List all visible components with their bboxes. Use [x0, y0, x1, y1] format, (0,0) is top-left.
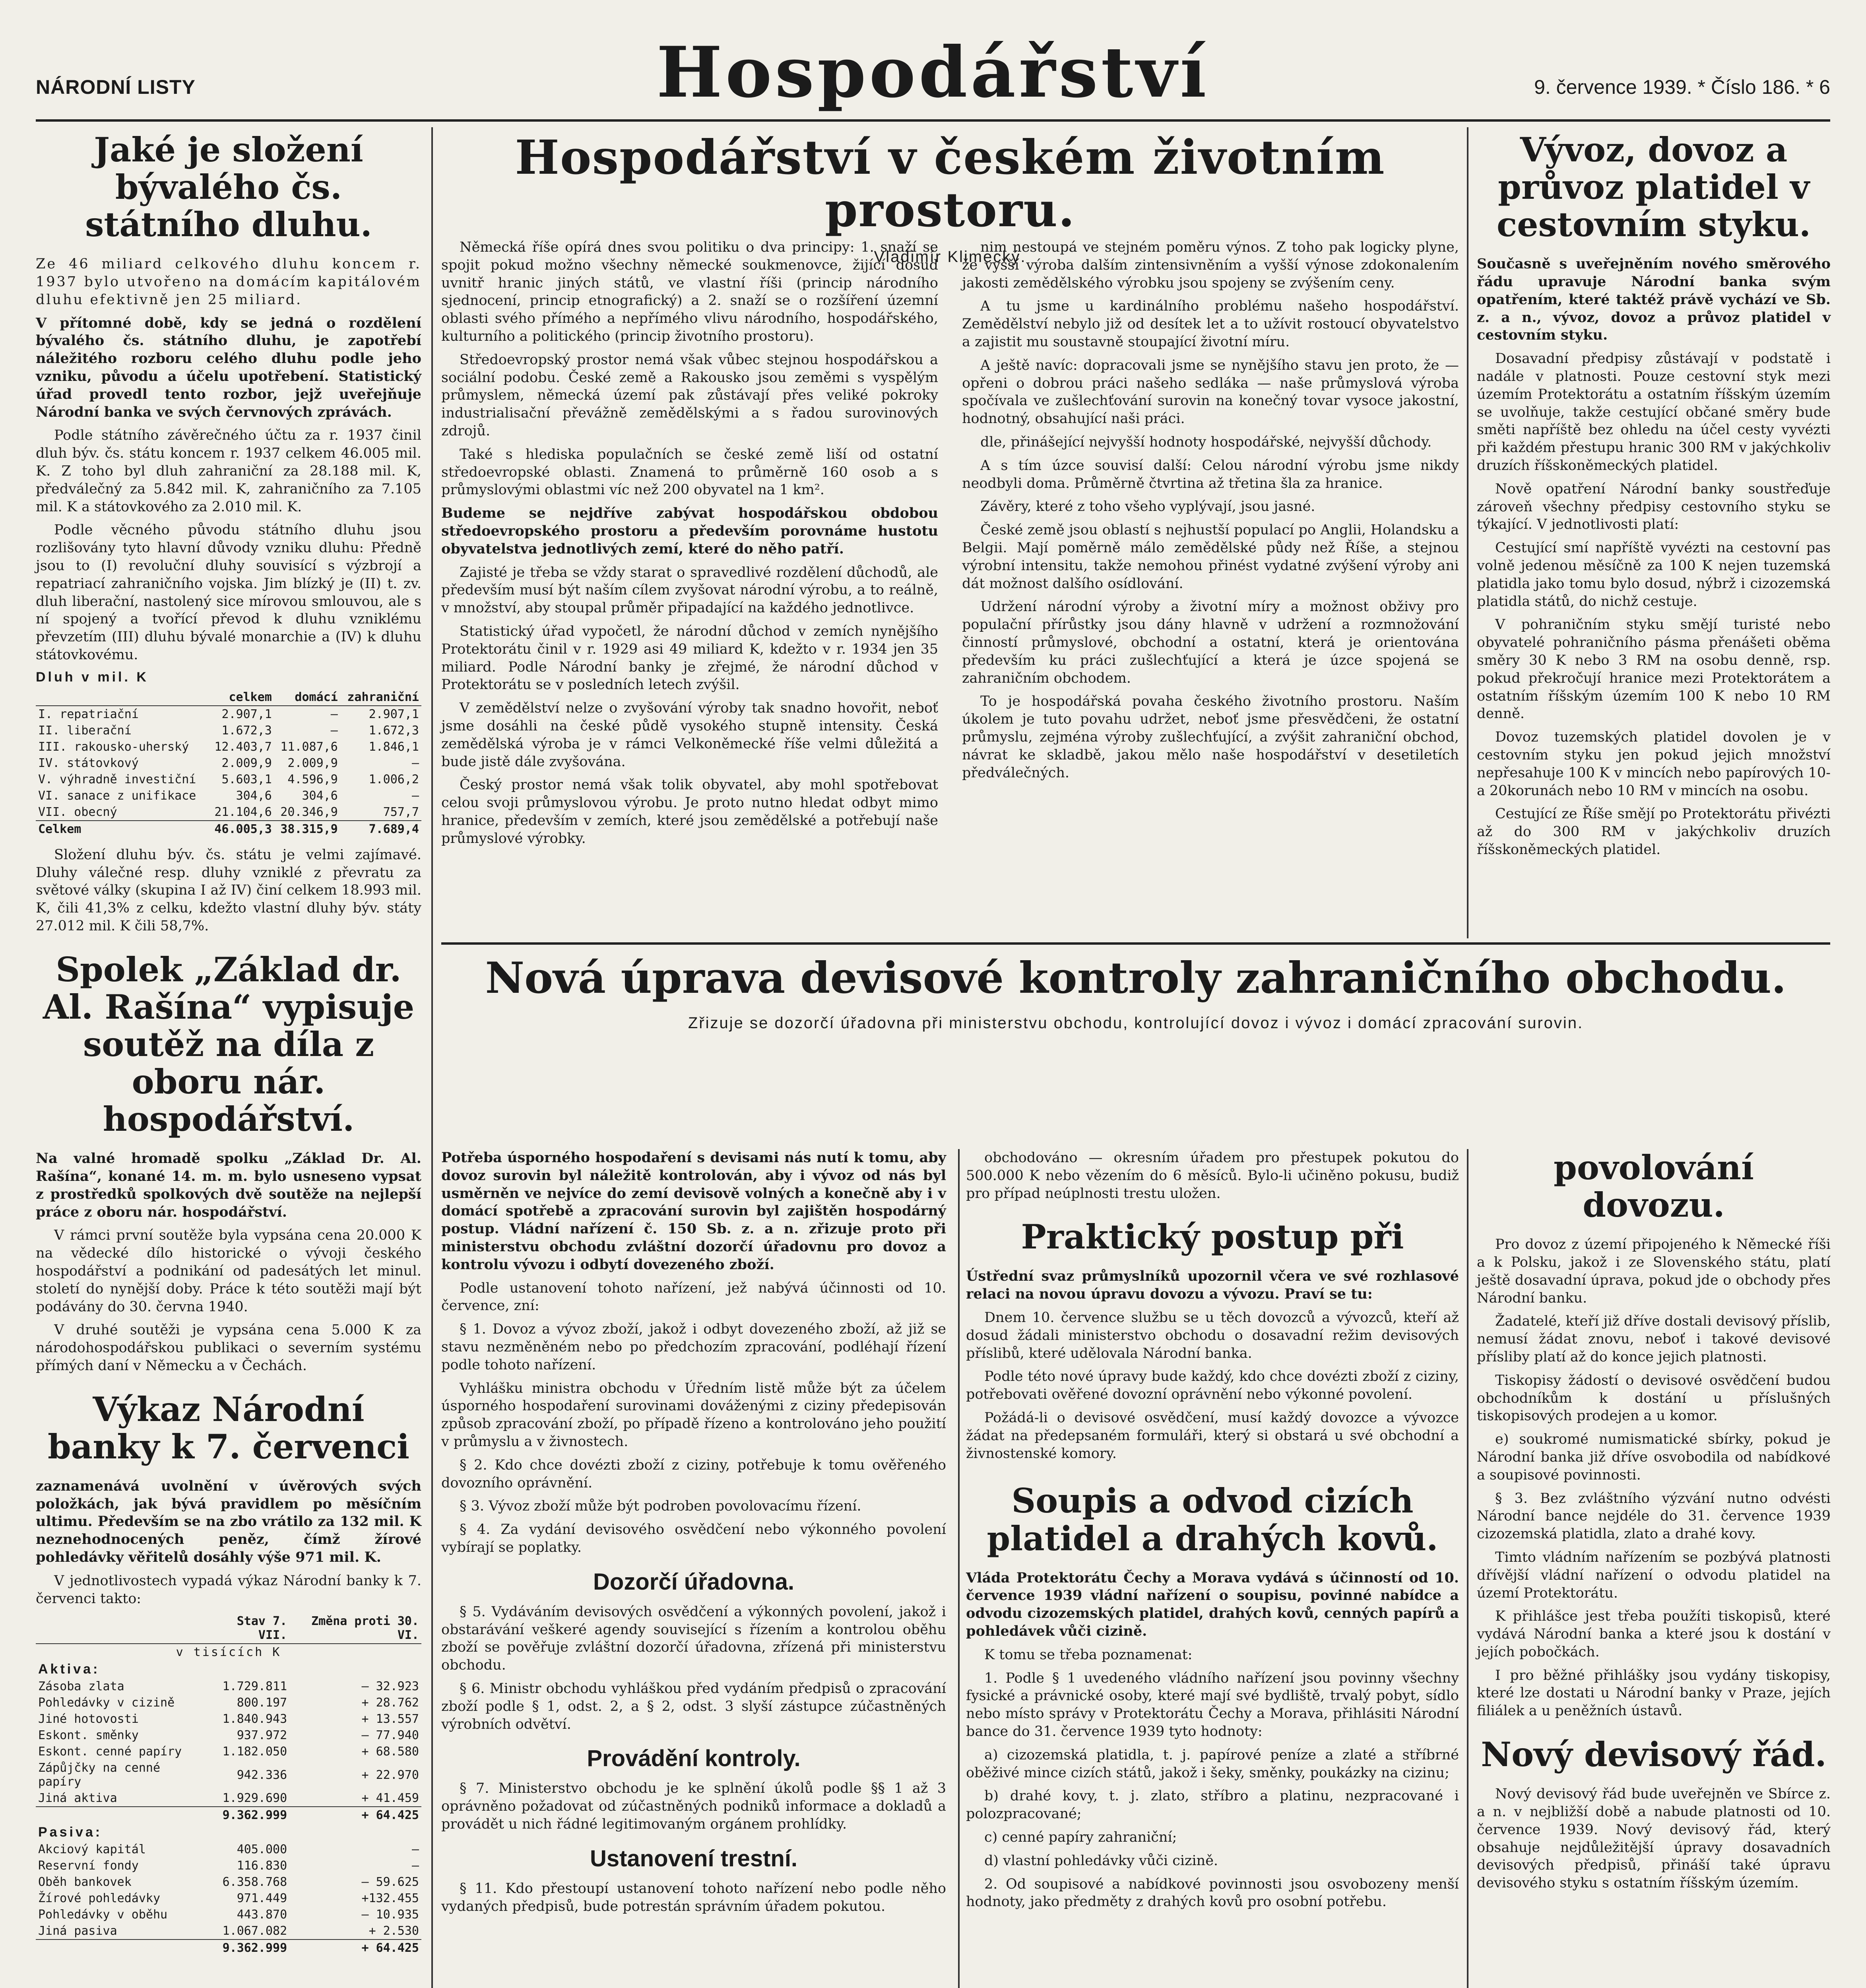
paragraph: Podle věcného původu státního dluhu jsou rozlišovány tyto hlavní důvody vzniku dluhu: Předně jsou to (I) revoluční dluhy souvisící s výzbrojí a repatriací zahraničního vojska. Jim blízký je (II) t. zv. dluh liberační, nastolený sice mírovou smlouvou, ale s ní spojený a tvořící převod k dluhu vzniklému převzetím (III) dluhu bývalé monarchie a (IV) k dluhu státovkovému.: [36, 522, 421, 663]
table-cell: 1.846,1: [369, 740, 419, 754]
table-cell: VI. sanace z unifikace: [38, 788, 196, 803]
soupis-headline: Soupis a odvod cizích platidel a drahých kovů.: [987, 1481, 1438, 1558]
practical-headline: Praktický postup při: [1021, 1217, 1404, 1257]
table-cell: —: [330, 707, 338, 721]
table-cell: 1.840.943: [222, 1712, 287, 1726]
paragraph: Budeme se nejdříve zabývat hospodářskou obdobou středoevropského prostoru a především porovnáme hustotu obyvatelstva jednotlivých zemí, které do něho patří.: [441, 505, 938, 557]
table-cell: + 41.459: [361, 1791, 419, 1806]
table-cell: 20.346,9: [280, 805, 338, 819]
practical-lead: Ústřední svaz průmyslníků upozornil včera ve své rozhlasové relaci na novou úpravu dovozu a vývozu. Praví se tu:: [966, 1268, 1459, 1303]
table-header: celkem: [208, 689, 274, 706]
travel-currency-headline: Vývoz, dovoz a průvoz platidel v cestovním styku.: [1496, 130, 1811, 245]
paragraph: Dovoz tuzemských platidel dovolen je v cestovním styku jen pokud jejich množství nepřesahuje 100 K v mincích nebo papírových 10- a 20korunách nebo 10 RM v mincích na osobu.: [1477, 729, 1831, 799]
table-total-row: [36, 1807, 421, 1823]
paragraph: A s tím úzce souvisí další: Celou národní výrobu jsme nikdy neodbyli doma. Průměrně čtvrtina až třetina šla za hranice.: [962, 457, 1459, 491]
table-cell: — 77.940: [361, 1728, 419, 1743]
table-cell: 1.672,3: [221, 723, 272, 738]
table-cell: 7.689,4: [340, 821, 421, 837]
table-cell: 12.403,7: [214, 740, 272, 754]
paragraph: Německá říše opírá dnes svou politiku o dva principy: 1. snaží se spojit pokud možno všechny německé soukmenovce, žijící dosud uvnitř hranic jiných států, ve vlastní říši (princip národního sjednocení, princip etnografický) a 2. snaží se o rozšíření územní oblasti svého přímého a nepřímého vlivu národního, hospodářského, kulturního a politického (princip životního prostoru).: [441, 239, 938, 344]
second-article-col-c: [1477, 1149, 1831, 1988]
table-row: [36, 1858, 421, 1874]
left-column: [36, 131, 421, 1988]
subheading: Dozorčí úřadovna.: [593, 1569, 794, 1595]
table-header: [36, 1613, 201, 1644]
table-cell: + 13.557: [361, 1712, 419, 1726]
paragraph: § 5. Vydáváním devisových osvědčení a výkonných povolení, jakož i obstarávání veškeré agendy související s řízením a kontrolou oběhu zboží se pověřuje zvláštní dozorčí úřadovna, zřízená při ministerstvu obchodu.: [441, 1604, 946, 1673]
table-cell: 46.005,3: [208, 821, 274, 837]
table-cell: Jiná pasiva: [38, 1924, 117, 1938]
paragraph: a) cizozemská platidla, t. j. papírové peníze a zlaté a stříbrné oběživé mince cizích států, jakož i šeky, směnky, poukázky na cizinu;: [966, 1747, 1459, 1781]
table-header: domácí: [274, 689, 340, 706]
table-cell: Zápůjčky na cenné papíry: [38, 1761, 161, 1789]
table-cell: — 59.625: [361, 1875, 419, 1889]
paragraph: Český prostor nemá však tolik obyvatel, aby mohl spotřebovat celou svoji průmyslovou výrobu. Je proto nutno hledat odbyt mimo hranice, především v zemích, které jsou zemědělské a potřebují naše průmyslové výrobky.: [441, 777, 938, 846]
table-cell: 4.596,9: [287, 772, 338, 786]
paragraph: České země jsou oblastí s nejhustší populací po Anglii, Holandsku a Belgii. Mají poměrně málo zemědělské půdy než Říše, a stejnou výrobní intensitu, takže nemohou přinést vydatné zvýšení výroby ani dát možnost dalšího osídlování.: [962, 522, 1459, 592]
paragraph: Závěry, které z toho všeho vyplývají, jsou jasné.: [980, 499, 1315, 515]
paragraph: § 7. Ministerstvo obchodu je ke splnění úkolů podle §§ 1 až 3 oprávněno požadovat od zúčastněných podniků informace a dokladů a provádět u nich řádné legitimovaným orgánem prohlídky.: [441, 1780, 946, 1832]
paragraph: c) cenné papíry zahraniční;: [984, 1829, 1177, 1845]
table-cell: 1.929.690: [222, 1791, 287, 1806]
table-cell: V. výhradně investiční: [38, 772, 196, 786]
paragraph: 1. Podle § 1 uvedeného vládního nařízení jsou povinny všechny fysické a právnické osoby, které mají své bydliště, trvalý pobyt, sídlo nebo místo správy v Protektorátu Čechy a Morava, přihlásiti Národní bance do 31. července 1939 tyto hodnoty:: [966, 1670, 1459, 1740]
table-header: Změna proti 30. VI.: [289, 1613, 421, 1644]
table-total-row: [36, 1939, 421, 1956]
spolek-lead: Na valné hromadě spolku „Základ Dr. Al. Rašína“, konané 14. m. m. bylo usneseno vypsat z prostředků spolkových dvě soutěže na nejlepší práce z oboru nár. hospodářství.: [36, 1150, 421, 1220]
table-cell: 11.087,6: [280, 740, 338, 754]
table-cell: Jiné hotovosti: [38, 1712, 139, 1726]
paragraph: Středoevropský prostor nemá však vůbec stejnou hospodářskou a sociální podobu. České země a Rakousko jsou zeměmi s vyspělým průmyslem, německá území pak zůstávají přes veliké pokroky industrialisační převážně zemědělskými a s řadou surovinových zdrojů.: [441, 351, 938, 439]
paragraph: V pohraničním styku smějí turisté nebo obyvatelé pohraničního pásma přenášeti oběma směry 30 K nebo 3 RM na osobu denně, rsp. pokud překročují hranice mezi Protektorátem a ostatním říšským územím 100 K nebo 10 RM denně.: [1477, 617, 1831, 722]
paragraph: § 3. Vývoz zboží může být podroben povolovacímu řízení.: [460, 1498, 861, 1514]
table-cell: 942.336: [237, 1768, 287, 1782]
debt-table-caption: Dluh v mil. K: [36, 669, 149, 685]
paragraph: § 1. Dovoz a vývoz zboží, jakož i odbyt dovezeného zboží, až již se stavu nezměněném nebo po předchozím zpracování, podléhají řízení podle tohoto nařízení.: [441, 1321, 946, 1373]
table-row: [36, 1841, 421, 1858]
column-rule: [958, 1149, 960, 1988]
masthead-rule: [36, 119, 1830, 122]
table-row: [36, 1906, 421, 1923]
table-cell: —: [411, 1842, 419, 1857]
table-cell: + 64.425: [289, 1807, 421, 1823]
table-cell: + 22.970: [361, 1768, 419, 1782]
table-row: [36, 1890, 421, 1906]
table-cell: Akciový kapitál: [38, 1842, 146, 1857]
vykaz-headline: Výkaz Národní banky k 7. červenci: [47, 1389, 410, 1466]
paragraph: § 3. Bez zvláštního výzvání nutno odvésti Národní bance nejdéle do 31. července 1939 cizozemská platidla, zlato a drahé kovy.: [1477, 1490, 1831, 1542]
table-cell: Pohledávky v cizině: [38, 1696, 175, 1710]
table-row: [36, 1874, 421, 1890]
table-header: [36, 689, 208, 706]
table-header: Stav 7. VII.: [201, 1613, 289, 1644]
table-cell: —: [411, 1859, 419, 1873]
vykaz-lead: zaznamenává uvolnění v úvěrových svých položkách, jak bývá pravidlem po měsíčním ultimu. Především se na zbo vrátilo za 132 mil. K neznehodnocených peněz, čímž žírové pohledávky věřitelů dosáhly výše 971 mil. K.: [36, 1477, 421, 1566]
table-row: [36, 1727, 421, 1743]
table-cell: 2.009,9: [221, 756, 272, 770]
table-cell: Celkem: [36, 821, 208, 837]
table-cell: Zásoba zlata: [38, 1679, 124, 1694]
section-rule: [441, 942, 1830, 945]
table-cell: Eskont. směnky: [38, 1728, 139, 1743]
column-rule: [1467, 127, 1468, 938]
paragraph: A ještě navíc: dopracovali jsme se nynějšího stavu jen proto, že — opřeni o dobrou práci našeho sedláka — naše průmyslová výroba spočívala ve zušlechťování surovin na konečný tovar vysoce jakostní, hodnotný, obsahující naši práci.: [962, 357, 1459, 427]
paragraph: Udržení národní výroby a životní míry a možnost obživy pro populační přírůstky jsou dány hlavně v udržení a rozmnožování činností průmyslové, obchodní a ostatní, která je orientována především ku práci zušlechťující a která je úzce spojená se zahraničním obchodem.: [962, 599, 1459, 686]
main-article-headline: Hospodářství v českém životním prostoru.: [515, 130, 1385, 238]
paragraph: Podle ustanovení tohoto nařízení, jež nabývá účinnosti od 10. července, zní:: [441, 1280, 946, 1314]
paragraph: Složení dluhu býv. čs. státu je velmi zajímavé. Dluhy válečné resp. dluhy vzniklé z převratu za světové války (skupina I až IV) činí celkem 18.993 mil. K, čili 41,3% z celku, kdežto vlastní dluhy býv. státy 27.012 mil. K čili 58,7%.: [36, 846, 421, 934]
second-article-subhead: Zřizuje se dozorčí úřadovna při ministerstvu obchodu, kontrolující dovoz i vývoz i domácí zpracování surovin.: [688, 1014, 1584, 1032]
table-cell: 38.315,9: [274, 821, 340, 837]
paragraph: Pro dovoz z území připojeného k Německé říši a k Polsku, jakož i ze Slovenského státu, platí ještě dosavadní úprava, pokud jde o obchody přes Národní banku.: [1477, 1237, 1831, 1306]
table-cell: 405.000: [237, 1842, 287, 1857]
table-cell: 443.870: [237, 1908, 287, 1922]
paragraph: V rámci první soutěže byla vypsána cena 20.000 K na vědecké dílo historické o vývoji českého hospodářství a podnikání od padesátých let minul. století do nynější doby. Práce k této soutěži mají být podávány do 30. června 1940.: [36, 1227, 421, 1315]
subheading: Provádění kontroly.: [587, 1745, 801, 1772]
paragraph: Vyhlášku ministra obchodu v Úředním listě může být za účelem úsporného hospodaření surovinami dováženými z ciziny předepisován způsob zpracování zboží, po případě řízeno a kontrolováno jeho použití v průmyslu a v živnostech.: [441, 1380, 946, 1450]
state-debt-intro: Ze 46 miliard celkového dluhu koncem r. 1937 bylo utvořeno na domácím kapitálovém dluhu efektivně jen 25 miliard.: [36, 256, 421, 308]
table-row: [36, 706, 421, 722]
paragraph: V druhé soutěži je vypsána cena 5.000 K za národohospodářskou publikaci o severním systému přímých daní v Německu a v Čechách.: [36, 1322, 421, 1374]
table-cell: [36, 1807, 201, 1823]
paragraph: e) soukromé numismatické sbírky, pokud je Národní banka již dříve osvobodila od nabídkové a soupisové povinnosti.: [1477, 1431, 1831, 1483]
table-cell: Reservní fondy: [38, 1859, 139, 1873]
table-cell: 2.907,1: [369, 707, 419, 721]
second-article-col-b: [966, 1149, 1459, 1988]
bank-statement-table: [36, 1613, 421, 1956]
pasiva-caption: Pasiva:: [38, 1825, 103, 1840]
table-cell: 304,6: [302, 788, 338, 803]
paragraph: dle, přinášející nejvyšší hodnoty hospodářské, nejvyšší důchody.: [980, 434, 1432, 450]
table-cell: IV. státovkový: [38, 756, 139, 770]
paragraph: Cestující smí napříště vyvézti na cestovní pas volně jedenou měsíčně za 100 K nejen tuzemská platidla jako tomu bylo dosud, nýbrž i cizozemská platidla států, do nichž cestuje.: [1477, 540, 1831, 610]
table-cell: 2.907,1: [221, 707, 272, 721]
table-unit: v tisících K: [176, 1645, 281, 1660]
paragraph: I pro běžné přihlášky jsou vydány tiskopisy, které lze dostati u Národní banky v Praze, jejích filiálek a u peněžních ústavů.: [1477, 1667, 1831, 1719]
paragraph: § 2. Kdo chce dovézti zboží z ciziny, potřebuje k tomu ověřeného dovozního oprávnění.: [441, 1457, 946, 1491]
table-row: [36, 1711, 421, 1727]
paragraph: § 6. Ministr obchodu vyhláškou před vydáním předpisů o zpracování zboží podle § 1, odst. 2, a § 2, odst. 3 slyší zástupce zúčastněných výrobních odvětví.: [441, 1680, 946, 1732]
table-cell: VII. obecný: [38, 805, 117, 819]
table-cell: —: [411, 788, 419, 803]
second-article-header: [441, 954, 1830, 1145]
paragraph: b) drahé kovy, t. j. zlato, stříbro a platinu, nezpracované i polozpracované;: [966, 1788, 1459, 1822]
travel-currency-lead: Současně s uveřejněním nového směrového řádu upravuje Národní banka svým opatřením, které taktéž právě vychází ve Sb. z. a n., vývoz, dovoz a průvoz platidel v cestovním styku.: [1477, 256, 1831, 344]
table-cell: Oběh bankovek: [38, 1875, 132, 1889]
table-cell: + 64.425: [289, 1939, 421, 1956]
right-column-top: [1477, 131, 1831, 942]
table-row: [36, 1790, 421, 1807]
table-cell: — 32.923: [361, 1679, 419, 1694]
state-debt-lead: V přítomné době, kdy se jedná o rozdělení bývalého čs. státního dluhu, je zapotřebí náležitého rozboru celého dluhu podle jeho vzniku, původu a účelu upotřebení. Statistický úřad provedl tento rozbor, jejž uveřejňuje Národní banka ve svých červnových zprávách.: [36, 315, 421, 420]
second-article-lead: Potřeba úsporného hospodaření s devisami nás nutí k tomu, aby dovoz surovin byl náležitě kontrolován, aby i vývoz od nás byl usměrněn ve nejvíce do zemí devisově volných a konečně aby i v domácí spotřebě a zpracování surovin byl zajištěn hospodárný postup. Vládní nařízení č. 150 Sb. z. a n. zřizuje proto při ministerstvu obchodu zvláštní dozorčí úřadovnu pro dovoz a kontrolu vývozu i odbytí dovezeného zboží.: [441, 1149, 946, 1273]
table-row: [36, 755, 421, 771]
table-cell: —: [330, 723, 338, 738]
table-cell: I. repatriační: [38, 707, 139, 721]
table-row: [36, 771, 421, 788]
table-cell: 9.362.999: [201, 1807, 289, 1823]
paragraph: To je hospodářská povaha českého životního prostoru. Naším úkolem je tuto povahu udržet, neboť jsme přesvědčeni, že ostatní průmyslu, zejména výroby zušlechťující, a zvýšit zahraniční obchod, návrat ke skladbě, jakou mělo naše hospodářství v desetiletích předválečných.: [962, 693, 1459, 781]
table-cell: — 10.935: [361, 1908, 419, 1922]
table-header: zahraniční: [340, 689, 421, 706]
second-article-headline: Nová úprava devisové kontroly zahraničního obchodu.: [485, 953, 1786, 1003]
table-cell: 21.104,6: [214, 805, 272, 819]
paragraph: Nový devisový řád bude uveřejněn ve Sbírce z. a n. v nejbližší době a nabude platnosti od 10. července 1939. Nový devisový řád, který obsahuje nejdůležitější úpravy dosavadních devisových předpisů, přináší také úpravu devisového styku s ostatním říšským územím.: [1477, 1786, 1831, 1891]
paragraph: Podle státního závěrečného účtu za r. 1937 činil dluh býv. čs. státu koncem r. 1937 celkem 46.005 mil. K. Z toho byl dluh zahraniční za 28.188 mil. K, předválečný za 5.842 mil. K, zahraničního za 7.105 mil. K a státovkového za 2.010 mil. K.: [36, 427, 421, 515]
table-row: [36, 1678, 421, 1695]
permit-headline: povolování dovozu.: [1554, 1148, 1754, 1225]
paragraph: Požádá-li o devisové osvědčení, musí každý dovozce a vývozce žádat na předepsaném formuláři, který si obstará u své obchodní a živnostenské komory.: [966, 1410, 1459, 1462]
table-cell: Jiná aktiva: [38, 1791, 117, 1806]
paragraph: Statistický úřad vypočetl, že národní důchod v zemích nynějšího Protektorátu činil v r. 1929 asi 49 miliard K, kdežto v r. 1934 jen 35 miliard. Podle Národní banky je zřejmé, že národní důchod v Protektorátu se v posledních letech zvýšil.: [441, 623, 938, 693]
masthead: [36, 24, 1830, 115]
paragraph: nim nestoupá ve stejném poměru výnos. Z toho pak logicky plyne, že vyšší výroba dalším zintensivněním a vyšší výnose zdokonalením jakosti zemědělského výrobku jsou spojeny se zvýšením ceny.: [962, 239, 1459, 291]
table-cell: + 28.762: [361, 1696, 419, 1710]
paragraph: Žadatelé, kteří již dříve dostali devisový příslib, nemusí žádat znovu, neboť i takové devisové přísliby platí až do konce jejich platnosti.: [1477, 1313, 1831, 1365]
devisovy-rad-headline: Nový devisový řád.: [1481, 1735, 1827, 1774]
table-cell: +132.455: [361, 1891, 419, 1906]
table-row: [36, 1743, 421, 1760]
paragraph: Tiskopisy žádostí o devisové osvědčení budou obchodníkům k dostání u příslušných tiskopisových prodejen a u komor.: [1477, 1372, 1831, 1424]
table-cell: 1.672,3: [369, 723, 419, 738]
table-cell: + 68.580: [361, 1745, 419, 1759]
table-cell: 304,6: [236, 788, 272, 803]
table-cell: 800.197: [237, 1696, 287, 1710]
paragraph: Dosavadní předpisy zůstávají v podstatě i nadále v platnosti. Pouze cestovní styk mezi územím Protektorátu a ostatním říšským územím se uvolňuje, takže cestující občané směry bude směti napříště bez ohledu na účel cesty vyvézti při každém přestupu hranic 300 RM v jakýchkoliv druzích říšskoněmeckých platidel.: [1477, 351, 1831, 474]
table-row: [36, 722, 421, 739]
table-cell: 9.362.999: [201, 1939, 289, 1956]
subheading: Ustanovení trestní.: [590, 1845, 798, 1872]
table-row: [36, 1695, 421, 1711]
paragraph: Timto vládním nařízením se pozbývá platnosti dřívější vládní nařízení o odvodu platidel na území Protektorátu.: [1477, 1549, 1831, 1601]
table-cell: 1.067.082: [222, 1924, 287, 1938]
issue-info: 9. července 1939. * Číslo 186. * 6: [1534, 76, 1830, 98]
paragraph: Cestující ze Říše smějí po Protektorátu přivézti až do 300 RM v jakýchkoliv druzích říšskoněmeckých platidel.: [1477, 806, 1831, 858]
table-cell: 1.182.050: [222, 1745, 287, 1759]
table-row: [36, 804, 421, 821]
paragraph: K přihlášce jest třeba použíti tiskopisů, které vydává Národní banka a které jsou k dostání v jejích pobočkách.: [1477, 1608, 1831, 1660]
paragraph: Zajisté je třeba se vždy starat o spravedlivé rozdělení důchodů, ale především musí být naším cílem zvyšovat národní výrobu, a to reálně, v množství, aby stoupal průměr připadající na každého jednotlivce.: [441, 564, 938, 616]
paragraph: obchodováno — okresním úřadem pro přestupek pokutou do 500.000 K nebo vězením do 6 měsíců. Bylo-li učiněno pokusu, budiž pro případ neúplnosti trestu uložen.: [966, 1150, 1459, 1202]
paragraph: Dnem 10. července službu se u těch dovozců a vývozců, kteří až dosud žádali ministerstvo obchodu o dosavadní režim devisových příslibů, které udělovala Národní banka.: [966, 1310, 1459, 1361]
table-cell: 116.830: [237, 1859, 287, 1873]
table-cell: 5.603,1: [221, 772, 272, 786]
table-cell: 6.358.768: [222, 1875, 287, 1889]
table-cell: Pohledávky v oběhu: [38, 1908, 168, 1922]
paragraph: § 4. Za vydání devisového osvědčení nebo výkonného povolení vybírají se poplatky.: [441, 1522, 946, 1555]
table-cell: 1.006,2: [369, 772, 419, 786]
paragraph: § 11. Kdo přestoupí ustanovení tohoto nařízení nebo podle něho vydaných předpisů, bude potrestán správním úřadem pokutou.: [441, 1880, 946, 1914]
table-total-row: [36, 821, 421, 837]
spolek-headline: Spolek „Základ dr. Al. Rašína“ vypisuje soutěž na díla z oboru nár. hospodářství.: [43, 949, 415, 1139]
soupis-lead: Vláda Protektorátu Čechy a Morava vydává s účinností od 10. července 1939 vládní nařízení o soupisu, povinné nabídce a odvodu cizozemských platidel, drahých kovů, cenných papírů a pohledávek vůči cizině.: [966, 1569, 1459, 1639]
table-row: [36, 788, 421, 804]
paragraph: d) vlastní pohledávky vůči cizině.: [984, 1852, 1218, 1869]
table-row: [36, 1760, 421, 1790]
paragraph: Podle této nové úpravy bude každý, kdo chce dovézti zboží z ciziny, potřebovati ověřené dovozní oprávnění nebo výkonné povolení.: [966, 1369, 1459, 1403]
paragraph: Také s hlediska populačních se české země liší od ostatní středoevropské oblasti. Znamená to průměrně 160 osob a s průmyslovými oblastmi víc než 200 obyvatel na 1 km².: [441, 446, 938, 498]
paragraph: 2. Od soupisové a nabídkové povinnosti jsou osvobozeny menší hodnoty, jako předměty z drahých kovů pro osobní potřebu.: [966, 1876, 1459, 1910]
table-cell: 971.449: [237, 1891, 287, 1906]
table-cell: Eskont. cenné papíry: [38, 1745, 182, 1759]
column-rule: [1467, 1149, 1468, 1988]
table-cell: + 2.530: [369, 1924, 419, 1938]
table-row: [36, 1923, 421, 1939]
table-cell: 757,7: [383, 805, 419, 819]
column-rule: [431, 127, 433, 1988]
table-cell: 2.009,9: [287, 756, 338, 770]
table-cell: II. liberační: [38, 723, 132, 738]
section-title: Hospodářství: [656, 32, 1210, 113]
paragraph: A tu jsme u kardinálního problému našeho hospodářství. Zemědělství nebylo již od desítek let a to užívit rostoucí obyvatelstvo a zajistit mu soustavně stoupající životní míru.: [962, 298, 1459, 350]
main-article-byline: Vladimír Klimecký.: [874, 248, 1026, 266]
paragraph: V zemědělství nelze o zvyšování výroby tak snadno hovořit, neboť jsme dosáhli na české půdě vysokého stupně intensity. Česká zemědělská výroba je v rámci Velkoněmecké říše velmi důležitá a bude jistě dále zvyšována.: [441, 700, 938, 770]
state-debt-headline: Jaké je složení bývalého čs. státního dluhu.: [85, 130, 372, 245]
table-cell: —: [411, 756, 419, 770]
table-cell: 937.972: [237, 1728, 287, 1743]
table-cell: [36, 1939, 201, 1956]
debt-table: [36, 689, 421, 837]
second-article-col-a: [441, 1149, 946, 1988]
paragraph: Nově opatření Národní banky soustřeďuje zároveň všechny předpisy cestovního styku se týkající. V jednotlivosti platí:: [1477, 481, 1831, 533]
main-article-col-b: [962, 239, 1459, 946]
table-row: [36, 739, 421, 755]
table-cell: III. rakousko-uherský: [38, 740, 189, 754]
paragraph: K tomu se třeba poznamenat:: [984, 1646, 1193, 1663]
paper-name: NÁRODNÍ LISTY: [36, 76, 196, 98]
table-cell: Žírové pohledávky: [38, 1891, 161, 1906]
table-cell: 1.729.811: [222, 1679, 287, 1694]
aktiva-caption: Aktiva:: [38, 1662, 100, 1677]
paragraph: V jednotlivostech vypadá výkaz Národní banky k 7. červenci takto:: [36, 1573, 421, 1607]
